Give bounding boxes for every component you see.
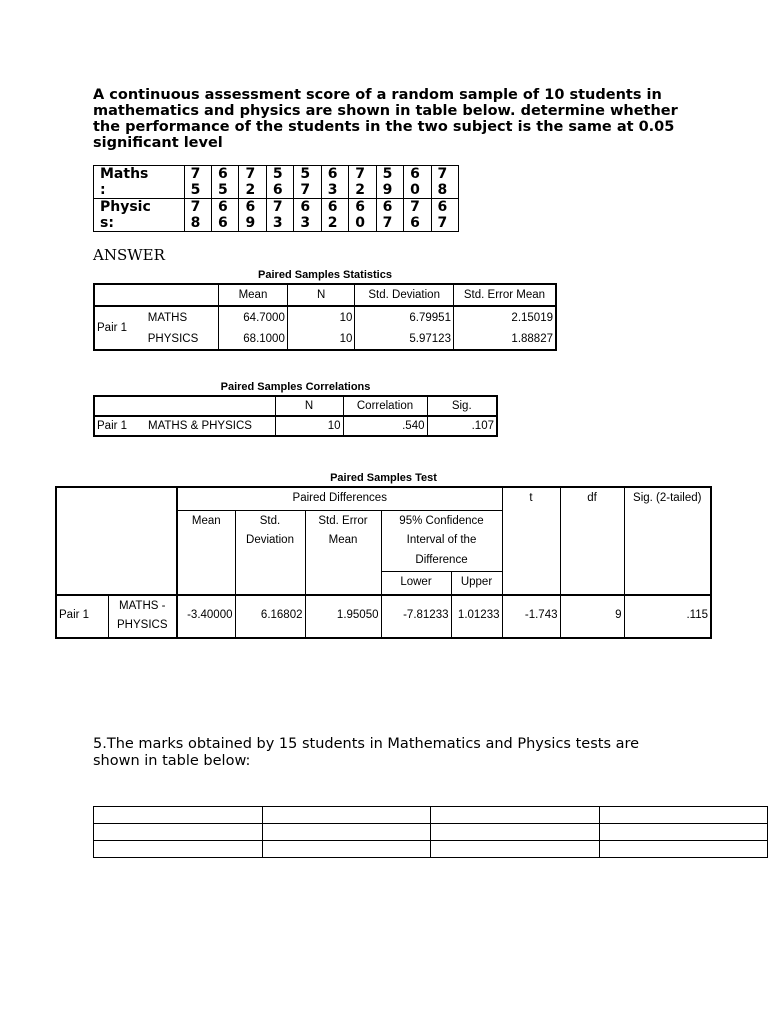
n-value: 10 — [287, 328, 355, 350]
upper-header: Upper — [451, 572, 502, 595]
sd-value: 6.79951 — [355, 306, 454, 328]
df-header: df — [560, 487, 624, 595]
physics-score: 6 9 — [239, 199, 266, 232]
stats-row-physics — [94, 328, 556, 350]
physics-score: 6 6 — [212, 199, 239, 232]
stats-title: Paired Samples Statistics — [258, 269, 392, 281]
paired-samples-correlations-table — [93, 395, 498, 437]
df-value: 9 — [560, 595, 624, 638]
correlation-value: .540 — [343, 416, 427, 436]
ptest-header-blank — [56, 487, 177, 595]
empty-cell — [94, 807, 263, 824]
empty-row — [94, 841, 768, 858]
pair-label: Pair 1 — [97, 420, 128, 432]
lower-header: Lower — [381, 572, 451, 595]
maths-score: 6 0 — [404, 166, 431, 199]
physics-score: 6 0 — [349, 199, 376, 232]
mean-value: 68.1000 — [219, 328, 288, 350]
maths-score: 5 7 — [294, 166, 321, 199]
question-5-text: 5.The marks obtained by 15 students in Mathematics and Physics tests are shown in table below: — [93, 736, 640, 769]
scores-table — [93, 165, 459, 232]
corr-header-blank — [94, 396, 275, 416]
maths-score: 6 5 — [212, 166, 239, 199]
n-value: 10 — [275, 416, 343, 436]
physics-label: Physic s: — [94, 199, 185, 232]
sd-value: 5.97123 — [355, 328, 454, 350]
t-header: t — [502, 487, 560, 595]
maths-score: 7 2 — [349, 166, 376, 199]
se-diff-value: 1.95050 — [305, 595, 381, 638]
ptest-data-row — [56, 595, 711, 638]
corr-header-sig: Sig. — [427, 396, 497, 416]
empty-cell — [431, 807, 600, 824]
empty-cell — [262, 807, 431, 824]
maths-score: 5 6 — [266, 166, 293, 199]
t-value: -1.743 — [502, 595, 560, 638]
stats-header-blank — [146, 284, 219, 306]
maths-score: 5 9 — [376, 166, 403, 199]
paired-samples-statistics-table — [93, 283, 557, 351]
pair-label: Pair 1 — [56, 595, 108, 638]
physics-score: 6 7 — [376, 199, 403, 232]
empty-cell — [262, 841, 431, 858]
n-value: 10 — [287, 306, 355, 328]
stats-header-se: Std. Error Mean — [453, 284, 556, 306]
physics-score: 6 3 — [294, 199, 321, 232]
corr-row — [94, 416, 497, 436]
std-deviation-header: Std. Deviation — [235, 510, 305, 595]
empty-row — [94, 824, 768, 841]
sd-diff-value: 6.16802 — [235, 595, 305, 638]
stats-header-n: N — [287, 284, 355, 306]
sig-2tailed-header: Sig. (2-tailed) — [624, 487, 711, 595]
physics-row — [94, 199, 459, 232]
se-value: 2.15019 — [453, 306, 556, 328]
mean-value: 64.7000 — [219, 306, 288, 328]
stats-row-maths — [94, 306, 556, 328]
maths-score: 6 3 — [321, 166, 348, 199]
corr-header-correlation: Correlation — [343, 396, 427, 416]
corr-header-n: N — [275, 396, 343, 416]
maths-row — [94, 166, 459, 199]
variable-name: MATHS & PHYSICS — [148, 420, 252, 432]
corr-header-row — [94, 396, 497, 416]
empty-cell — [431, 841, 600, 858]
empty-cell — [599, 807, 768, 824]
sig-2tailed-value: .115 — [624, 595, 711, 638]
se-value: 1.88827 — [453, 328, 556, 350]
physics-score: 7 3 — [266, 199, 293, 232]
mean-header: Mean — [177, 510, 235, 595]
maths-score: 7 2 — [239, 166, 266, 199]
mean-diff-value: -3.40000 — [177, 595, 235, 638]
question-text: A continuous assessment score of a random sample of 10 students in mathematics and physics are shown in table below. determine whether the performance of the students in the two subject is the same at 0.05 significant level — [93, 87, 678, 151]
corr-title: Paired Samples Correlations — [220, 381, 371, 393]
stats-header-sd: Std. Deviation — [355, 284, 454, 306]
stats-header-mean: Mean — [219, 284, 288, 306]
std-error-mean-header: Std. Error Mean — [305, 510, 381, 595]
answer-heading: ANSWER — [93, 246, 165, 264]
ptest-title: Paired Samples Test — [330, 472, 437, 484]
maths-label: Maths : — [94, 166, 185, 199]
variable-name: MATHS - PHYSICS — [108, 595, 177, 638]
maths-score: 7 8 — [431, 166, 459, 199]
paired-differences-header: Paired Differences — [177, 487, 502, 510]
physics-score: 7 6 — [404, 199, 431, 232]
empty-row — [94, 807, 768, 824]
variable-name: MATHS — [147, 311, 188, 324]
empty-cell — [599, 841, 768, 858]
maths-score: 7 5 — [184, 166, 211, 199]
empty-cell — [599, 824, 768, 841]
empty-marks-table — [93, 806, 768, 858]
variable-name: PHYSICS — [147, 332, 199, 345]
empty-cell — [431, 824, 600, 841]
stats-header-row — [94, 284, 556, 306]
physics-score: 7 8 — [184, 199, 211, 232]
empty-cell — [262, 824, 431, 841]
paired-samples-test-table — [55, 486, 712, 639]
stats-header-blank — [94, 284, 146, 306]
confidence-interval-header: 95% Confidence Interval of the Difference — [381, 510, 502, 572]
ptest-header-row-1 — [56, 487, 711, 510]
pair-label: Pair 1 — [97, 322, 128, 334]
upper-value: 1.01233 — [451, 595, 502, 638]
empty-cell — [94, 824, 263, 841]
sig-value: .107 — [427, 416, 497, 436]
physics-score: 6 2 — [321, 199, 348, 232]
physics-score: 6 7 — [431, 199, 459, 232]
empty-cell — [94, 841, 263, 858]
lower-value: -7.81233 — [381, 595, 451, 638]
